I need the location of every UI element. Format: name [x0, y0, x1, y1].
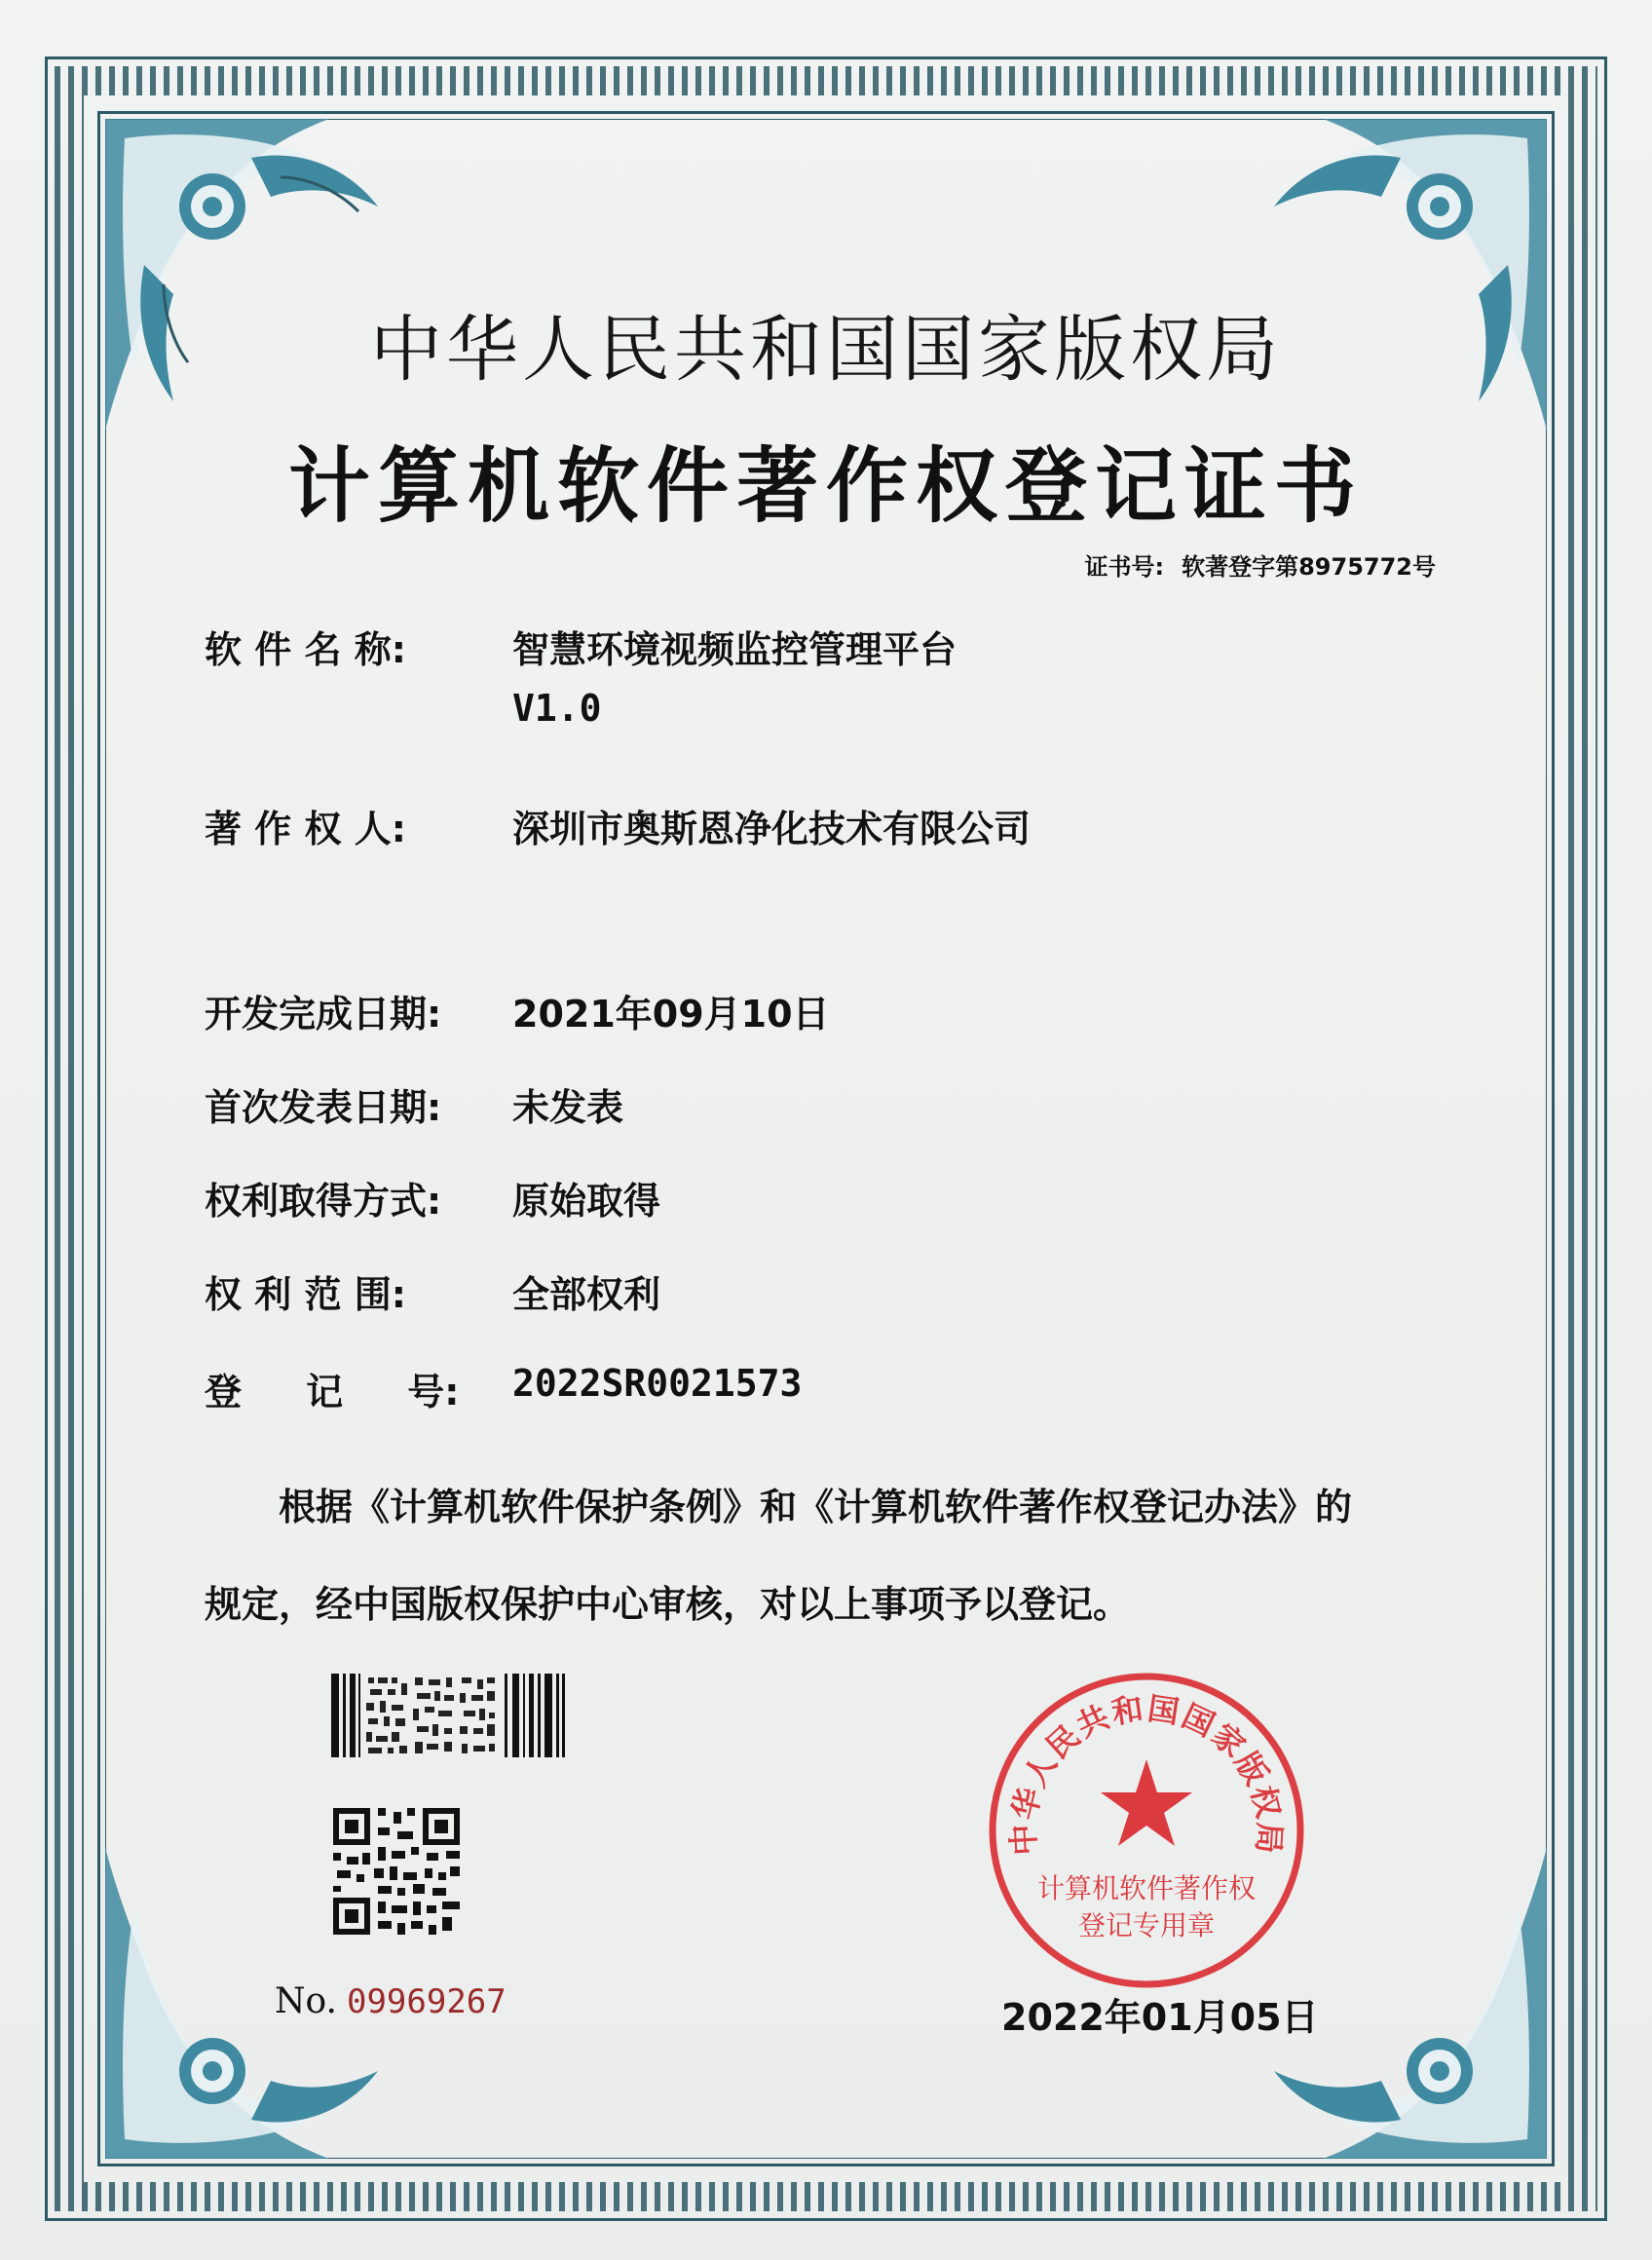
issuer-title: 中华人民共和国国家版权局 [370, 308, 1282, 392]
field-registration-no [205, 1362, 802, 1415]
statement-line-1: 根据《计算机软件保护条例》和《计算机软件著作权登记办法》的 [279, 1486, 1353, 1528]
field-label: 首次发表日期: [205, 1086, 442, 1129]
seal-ring-text: 中华人民共和国国家版权局 [1004, 1689, 1289, 1857]
field-label: 登 记 号: [205, 1371, 460, 1413]
field-label: 权利取得方式: [205, 1180, 442, 1223]
field-rights-scope [205, 1264, 660, 1318]
serial-number [275, 1981, 507, 2021]
field-label: 软 件 名 称: [205, 628, 406, 671]
field-label: 著 作 权 人: [205, 808, 406, 850]
field-value: 未发表 [512, 1086, 624, 1129]
official-seal-icon [986, 1670, 1307, 1991]
field-acquisition-method [205, 1171, 660, 1224]
seal-center-text-1: 计算机软件著作权 [1036, 1872, 1257, 1904]
field-value: 2022SR0021573 [512, 1362, 803, 1405]
field-value: 智慧环境视频监控管理平台 [512, 628, 957, 671]
field-completion-date [205, 984, 830, 1037]
field-label: 权 利 范 围: [205, 1273, 406, 1316]
field-value: 2021年09月10日 [512, 993, 830, 1036]
field-value: 深圳市奥斯恩净化技术有限公司 [512, 808, 1032, 850]
field-value-version: V1.0 [512, 687, 602, 730]
field-value: 全部权利 [512, 1273, 661, 1316]
certificate-number [1084, 547, 1436, 582]
certificate-title: 计算机软件著作权登记证书 [287, 437, 1364, 534]
seal-center-text-2: 登记专用章 [1077, 1909, 1216, 1941]
qr-code-icon [333, 1808, 460, 1935]
field-software-name [205, 620, 957, 730]
field-first-publication [205, 1077, 623, 1131]
serial-number-label: No. [275, 1981, 337, 2021]
serial-number-value: 09969267 [346, 1982, 507, 2021]
certificate-number-value: 软著登字第8975772号 [1182, 553, 1436, 581]
certificate-number-label: 证书号: [1084, 553, 1165, 581]
field-label: 开发完成日期: [205, 993, 442, 1036]
statement-line-2: 规定，经中国版权保护中心审核，对以上事项予以登记。 [205, 1583, 1131, 1626]
issue-date: 2022年01月05日 [1001, 1996, 1319, 2039]
barcode-icon [331, 1674, 565, 1757]
field-copyright-owner [205, 799, 1031, 852]
field-value: 原始取得 [512, 1180, 661, 1223]
